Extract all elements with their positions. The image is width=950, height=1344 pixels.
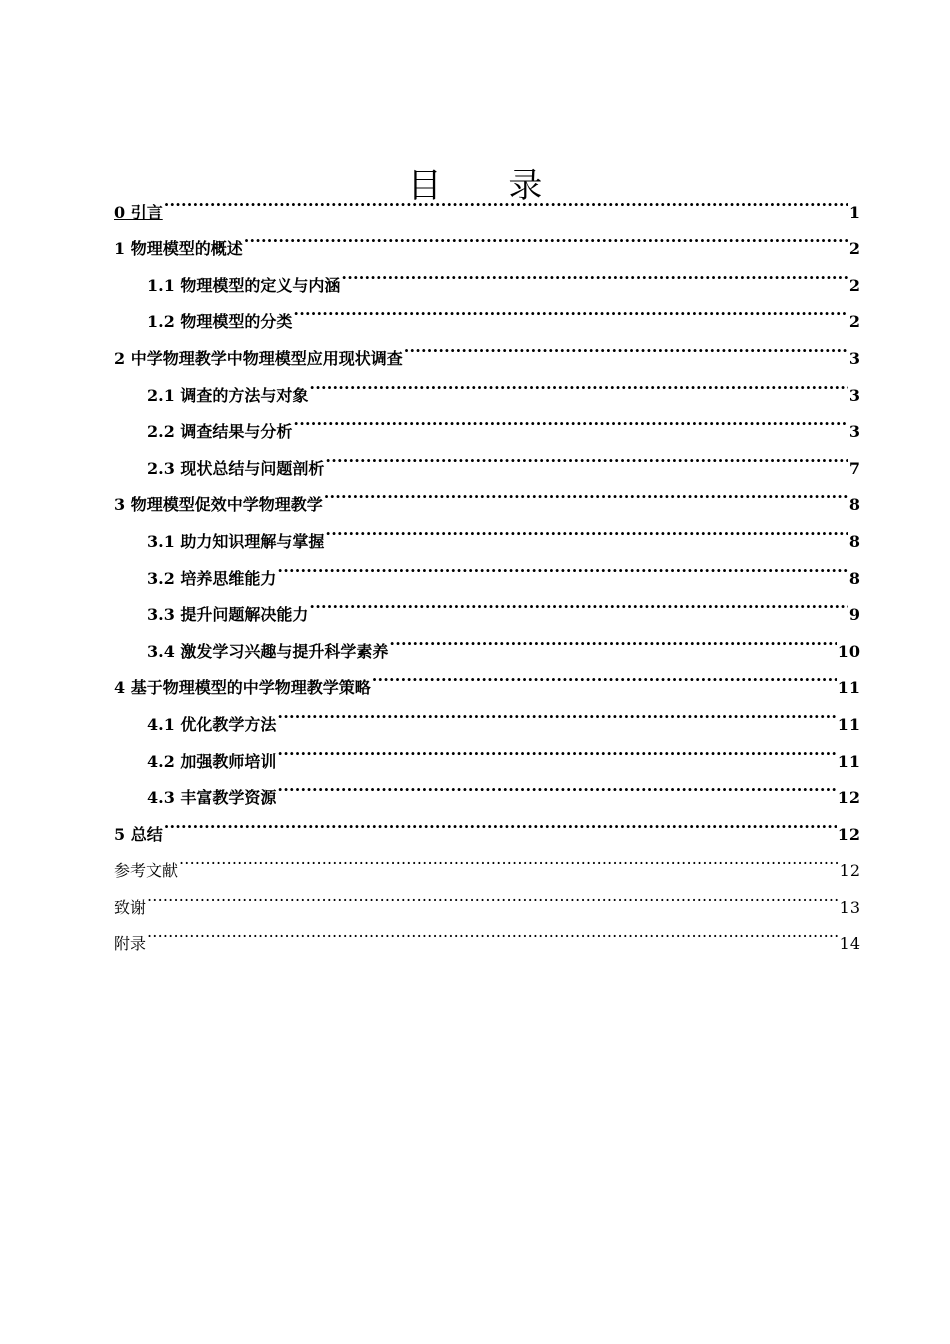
- toc-entry-page-number: 3: [848, 348, 860, 368]
- toc-dot-leader: [325, 510, 847, 547]
- toc-entry-label: 2 中学物理教学中物理模型应用现状调查: [114, 348, 403, 368]
- toc-entry-page-number: 14: [839, 934, 860, 954]
- toc-dot-leader: [404, 327, 848, 364]
- toc-dot-leader: [147, 913, 839, 950]
- toc-dot-leader: [164, 181, 848, 218]
- toc-entry-page-number: 8: [848, 568, 860, 588]
- toc-entry-label: 1.1 物理模型的定义与内涵: [147, 275, 341, 295]
- toc-entry-label: 1 物理模型的概述: [114, 239, 243, 259]
- toc-entry[interactable]: [114, 876, 860, 917]
- toc-dot-leader: [277, 767, 836, 804]
- toc-dot-leader: [277, 693, 836, 730]
- toc-entry[interactable]: [114, 181, 860, 222]
- toc-dot-leader: [293, 401, 847, 438]
- toc-entry[interactable]: [114, 803, 860, 844]
- toc-dot-leader: [277, 547, 847, 584]
- toc-entry-label: 4.2 加强教师培训: [147, 751, 277, 771]
- toc-entry-label: 3.3 提升问题解决能力: [147, 605, 309, 625]
- toc-entry-page-number: 2: [848, 312, 860, 332]
- toc-entry-label: 致谢: [114, 897, 147, 917]
- toc-entry-label: 3 物理模型促效中学物理教学: [114, 495, 323, 515]
- toc-dot-leader: [372, 657, 837, 694]
- toc-entry-label: 附录: [114, 934, 147, 954]
- toc-dot-leader: [244, 218, 848, 255]
- toc-entry-label: 1.2 物理模型的分类: [147, 312, 293, 332]
- toc-entry[interactable]: [114, 840, 860, 881]
- toc-dot-leader: [325, 437, 847, 474]
- toc-entry-page-number: 13: [839, 897, 860, 917]
- toc-entry-label: 0 引言: [114, 202, 163, 222]
- toc-dot-leader: [324, 474, 848, 511]
- toc-entry-page-number: 7: [848, 458, 860, 478]
- toc-entry-page-number: 3: [848, 422, 860, 442]
- toc-entry-page-number: 8: [848, 531, 860, 551]
- toc-entry-page-number: 12: [837, 824, 860, 844]
- toc-entry-page-number: 11: [837, 751, 860, 771]
- toc-entry[interactable]: [114, 913, 860, 954]
- toc-entry-page-number: 10: [837, 641, 860, 661]
- toc-dot-leader: [309, 364, 847, 401]
- toc-dot-leader: [341, 254, 847, 291]
- toc-entry-label: 4 基于物理模型的中学物理教学策略: [114, 678, 371, 698]
- toc-entry-label: 2.3 现状总结与问题剖析: [147, 458, 325, 478]
- toc-entry-label: 4.3 丰富教学资源: [147, 788, 277, 808]
- toc-entry-page-number: 1: [848, 202, 860, 222]
- toc-entry-page-number: 12: [839, 861, 860, 881]
- toc-entry-label: 3.4 激发学习兴趣与提升科学素养: [147, 641, 389, 661]
- toc-entry-page-number: 11: [837, 678, 860, 698]
- toc-dot-leader: [277, 730, 836, 767]
- toc-entry-label: 2.2 调查结果与分析: [147, 422, 293, 442]
- toc-entry-label: 4.1 优化教学方法: [147, 714, 277, 734]
- toc-entry-label: 3.1 助力知识理解与掌握: [147, 531, 325, 551]
- toc-entry-page-number: 9: [848, 605, 860, 625]
- toc-title: 目 录: [407, 165, 571, 206]
- toc-entry-page-number: 3: [848, 385, 860, 405]
- toc-entry-page-number: 2: [848, 275, 860, 295]
- toc-entry[interactable]: [114, 218, 860, 259]
- toc-entry-page-number: 11: [837, 714, 860, 734]
- toc-entry-label: 3.2 培养思维能力: [147, 568, 277, 588]
- toc-dot-leader: [309, 584, 847, 621]
- toc-entry-label: 5 总结: [114, 824, 163, 844]
- toc-entry-label: 参考文献: [114, 861, 179, 881]
- toc-entry-page-number: 12: [837, 788, 860, 808]
- toc-dot-leader: [147, 876, 839, 913]
- toc-dot-leader: [293, 291, 847, 328]
- toc-entry-page-number: 8: [848, 495, 860, 515]
- toc-dot-leader: [389, 620, 836, 657]
- toc-entry-label: 2.1 调查的方法与对象: [147, 385, 309, 405]
- toc-dot-leader: [179, 840, 839, 877]
- toc-list: [114, 181, 860, 954]
- toc-dot-leader: [164, 803, 837, 840]
- toc-entry-page-number: 2: [848, 239, 860, 259]
